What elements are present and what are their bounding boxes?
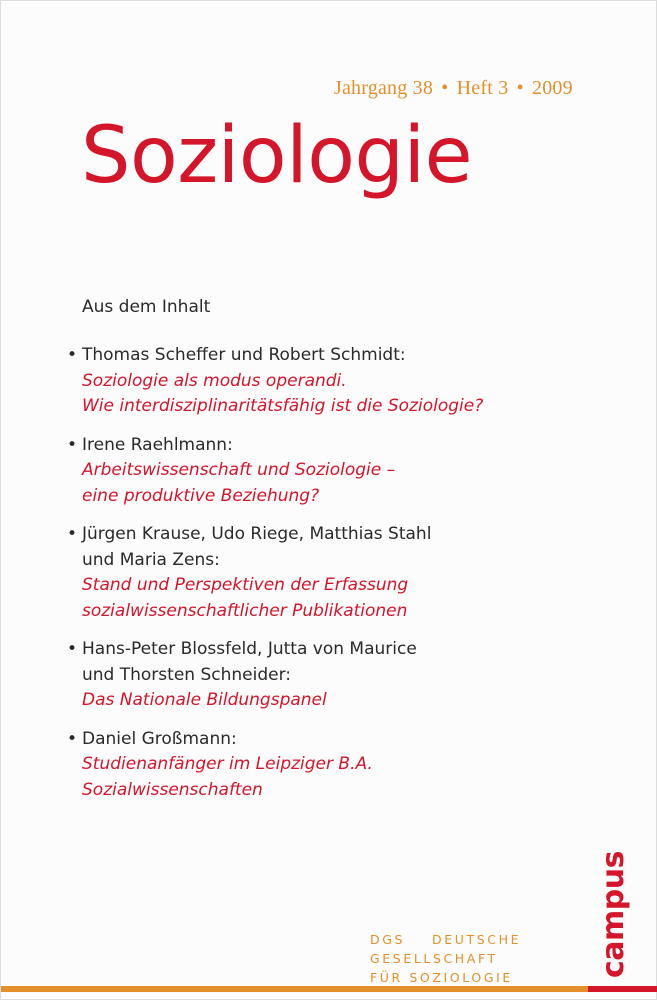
bullet-mark: • [67,639,78,659]
article-authors: und Maria Zens: [82,549,220,570]
toc-entry [67,343,567,420]
footer-bar-red [588,986,657,992]
table-of-contents [67,343,567,816]
bullet-mark: • [67,434,78,455]
bullet-mark: • [67,728,78,749]
society-name-line: FÜR SOZIOLOGIE [370,970,513,985]
article-title: eine produktive Beziehung? [82,485,320,506]
year-label: 2009 [532,77,573,99]
contents-heading: Aus dem Inhalt [82,297,211,317]
toc-entry [67,433,567,510]
article-authors: Daniel Großmann: [82,728,237,749]
article-title: Stand und Perspektiven der Erfassung [82,575,409,595]
article-title: Sozialwissenschaften [82,779,263,800]
issue-label: Heft 3 [456,77,509,99]
article-title: Soziologie als modus operandi. [82,370,347,391]
article-authors: Irene Raehlmann: [82,434,233,455]
toc-entry [67,522,567,624]
issue-info [334,77,573,100]
article-title: sozialwissenschaftlicher Publikationen [82,600,408,621]
toc-entry [67,727,567,804]
society-logo [370,930,521,987]
article-title: Wie interdisziplinaritätsfähig ist die Soziologie? [82,396,484,416]
separator-dot: • [441,77,449,99]
volume-label: Jahrgang 38 [334,77,434,99]
article-title: Arbeitswissenschaft und Soziologie – [82,460,396,480]
society-name-line: DEUTSCHE [432,932,522,947]
article-title: Das Nationale Bildungspanel [82,690,327,710]
toc-entry [67,637,567,714]
separator-dot: • [516,77,524,99]
article-authors: Hans-Peter Blossfeld, Jutta von Maurice [82,639,417,659]
article-authors: Jürgen Krause, Udo Riege, Matthias Stahl [82,524,432,544]
bullet-mark: • [67,345,78,365]
journal-title: Soziologie [81,111,473,201]
article-title: Studienanfänger im Leipziger B.A. [82,754,373,774]
society-name-line: GESELLSCHAFT [370,951,498,966]
article-authors: und Thorsten Schneider: [82,664,291,685]
society-abbreviation: DGS [370,932,406,947]
bullet-mark: • [67,524,78,544]
footer-bar-orange [1,986,588,992]
publisher-logo: campus [596,851,631,978]
article-authors: Thomas Scheffer und Robert Schmidt: [82,345,406,365]
